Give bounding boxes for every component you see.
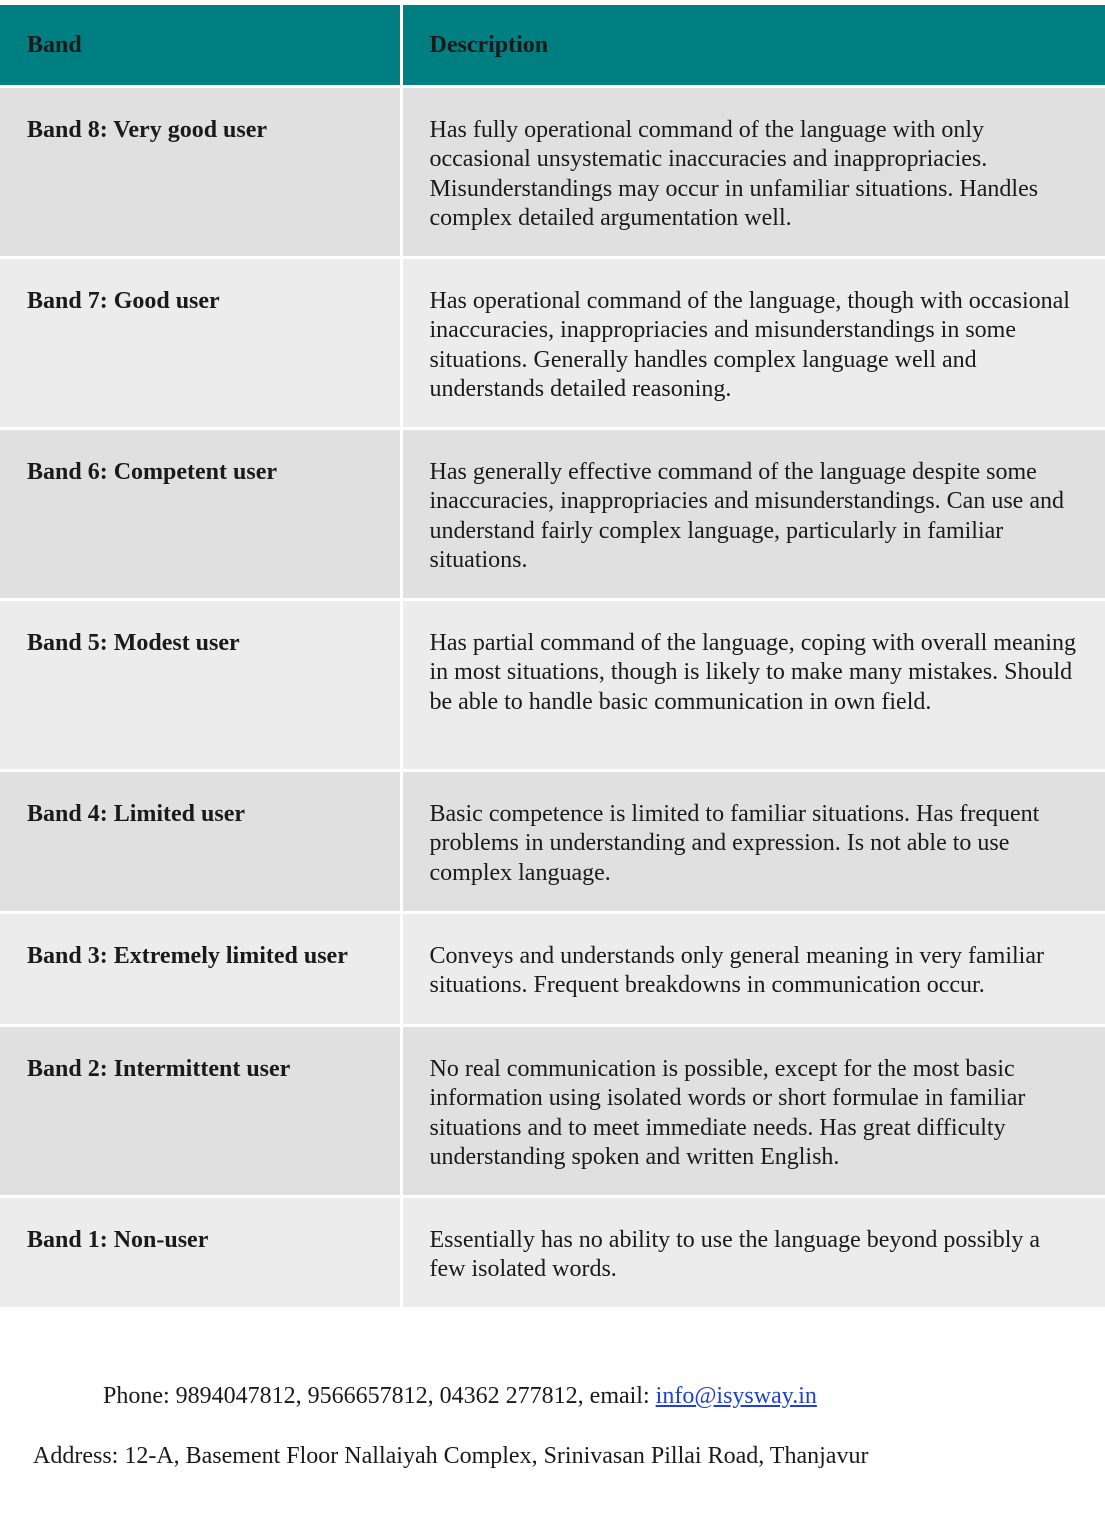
table-row xyxy=(0,600,1105,771)
band-name-cell: Band 8: Very good user xyxy=(0,87,401,258)
band-description-cell: Basic competence is limited to familiar situations. Has frequent problems in understanding and expression. Is not able to use complex language. xyxy=(401,771,1105,913)
band-name-cell: Band 7: Good user xyxy=(0,258,401,429)
table-row xyxy=(0,258,1105,429)
address-line: Address: 12-A, Basement Floor Nallaiyah Complex, Srinivasan Pillai Road, Thanjavur xyxy=(33,1443,869,1469)
table-row xyxy=(0,771,1105,913)
band-description-cell: Has generally effective command of the language despite some inaccuracies, inappropriacies and misunderstandings. Can use and understand fairly complex language, particularly in familiar situations. xyxy=(401,429,1105,600)
band-name-cell: Band 5: Modest user xyxy=(0,600,401,771)
table-header-row xyxy=(0,5,1105,87)
table-row xyxy=(0,1026,1105,1197)
band-description-cell: Has fully operational command of the language with only occasional unsystematic inaccuracies and inappropriacies. Misunderstandings may occur in unfamiliar situations. Handles complex detailed argumentation well. xyxy=(401,87,1105,258)
band-description-cell: Has operational command of the language, though with occasional inaccuracies, inappropriacies and misunderstandings in some situations. Generally handles complex language well and understands detailed reasoning. xyxy=(401,258,1105,429)
band-name-cell: Band 6: Competent user xyxy=(0,429,401,600)
band-description-cell: Conveys and understands only general meaning in very familiar situations. Frequent breakdowns in communication occur. xyxy=(401,913,1105,1026)
band-name-cell: Band 4: Limited user xyxy=(0,771,401,913)
table-row xyxy=(0,87,1105,258)
column-header-band: Band xyxy=(0,5,401,87)
phone-text: Phone: 9894047812, 9566657812, 04362 277812, email: xyxy=(103,1383,656,1409)
band-name-cell: Band 1: Non-user xyxy=(0,1197,401,1309)
table-row xyxy=(0,429,1105,600)
band-description-cell: No real communication is possible, except for the most basic information using isolated words or short formulae in familiar situations and to meet immediate needs. Has great difficulty understanding spoken and written English. xyxy=(401,1026,1105,1197)
band-descriptor-table xyxy=(0,5,1105,1310)
band-description-cell: Has partial command of the language, coping with overall meaning in most situations, though is likely to make many mistakes. Should be able to handle basic communication in own field. xyxy=(401,600,1105,771)
band-name-cell: Band 3: Extremely limited user xyxy=(0,913,401,1026)
table-row xyxy=(0,913,1105,1026)
band-description-cell: Essentially has no ability to use the language beyond possibly a few isolated words. xyxy=(401,1197,1105,1309)
band-name-cell: Band 2: Intermittent user xyxy=(0,1026,401,1197)
table-row xyxy=(0,1197,1105,1309)
column-header-description: Description xyxy=(401,5,1105,87)
email-link[interactable]: info@isysway.in xyxy=(655,1383,817,1409)
contact-line xyxy=(103,1383,817,1410)
